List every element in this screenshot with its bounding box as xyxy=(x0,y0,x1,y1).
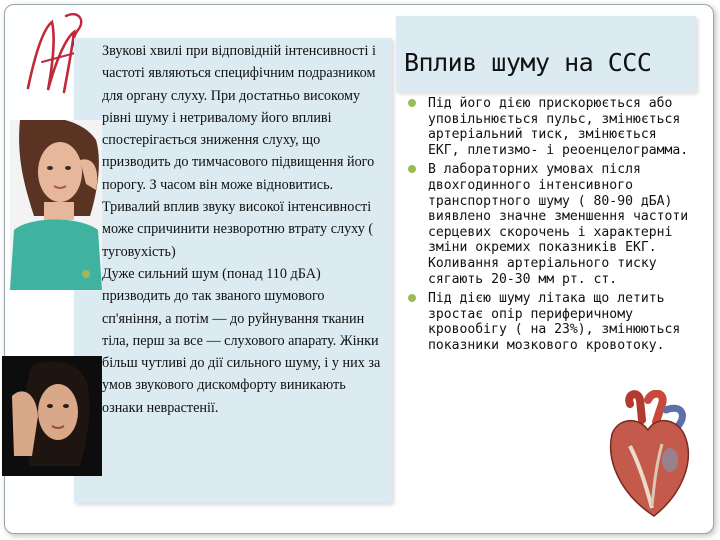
bullet-icon xyxy=(82,270,90,278)
left-text xyxy=(102,40,384,419)
woman-listening-photo xyxy=(10,120,102,290)
slide-title: Вплив шуму на ССС xyxy=(404,48,652,77)
right-bullet-list xyxy=(408,96,690,358)
heart-icon xyxy=(590,390,700,520)
right-bullet-1 xyxy=(408,96,690,158)
right-bullet-1-text: Під його дією прискорюється або уповільнюється пульс, змінюється артеріальний тиск, змінюється ЕКГ, плетизмо- і реоенцелограмма. xyxy=(428,96,689,158)
left-paragraph-1: Звукові хвилі при відповідній інтенсивності і частоті являються специфічним подразником для органу слуху. При достатньо високому рівні шуму і нетривалому його впливі спостерігається зниження слуху, що призводить до тимчасового підвищення його порогу. З часом він може відновитись. Тривалий вплив звуку високої інтенсивності може спричинити незворотню втрату слуху ( туговухість) xyxy=(102,43,376,260)
bullet-icon xyxy=(408,165,416,173)
bullet-icon xyxy=(408,294,416,302)
right-bullet-2 xyxy=(408,162,690,287)
right-bullet-3-text: Під дією шуму літака що летить зростає опір периферичному кровообігу ( на 23%), змінюються показники мозкового кровотоку. xyxy=(428,291,681,353)
bullet-icon xyxy=(408,99,416,107)
left-paragraph-2-text: Дуже сильний шум (понад 110 дБА) призводить до так званого шумового сп'яніння, а потім — до руйнування тканин тіла, перш за все — слухового апарату. Жінки більш чутливі до дії сильного шуму, і у них за умов звукового дискомфорту виникають ознаки неврастенії. xyxy=(102,265,381,416)
woman-covering-ear-photo xyxy=(2,356,102,476)
right-bullet-2-text: В лабораторних умовах після двохгодинного інтенсивного транспортного шуму ( 80-90 дБА) виявлено значне зменшення частоти серцевих скорочень і характерні зміни окремих показників ЕКГ. Коливання артеріального тиску сягають 20-30 мм рт. ст. xyxy=(428,162,689,287)
left-paragraph-2 xyxy=(102,263,384,419)
right-bullet-3 xyxy=(408,291,690,353)
